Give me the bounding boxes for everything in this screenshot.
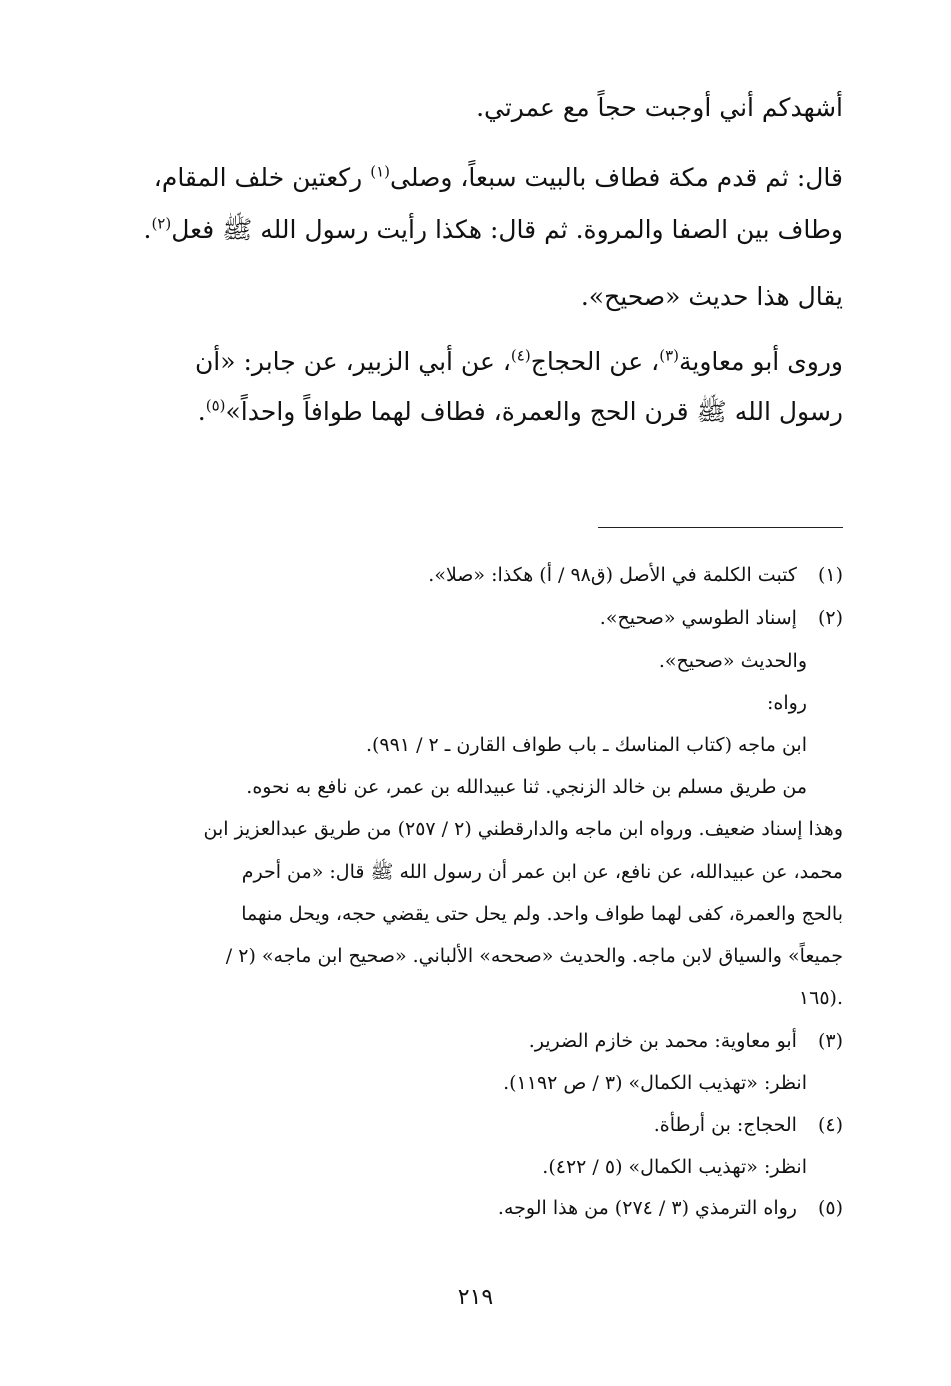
footnote-ref[interactable]: (٢) (151, 214, 172, 233)
body-text: . (143, 215, 152, 244)
body-line (103, 210, 843, 250)
footnote-number: (٤) (817, 1114, 843, 1136)
footnote-text: أبو معاوية: محمد بن خازم الضرير. (528, 1030, 797, 1052)
footnote-line (67, 1068, 843, 1098)
body-line (103, 392, 843, 432)
footnote-text: والحديث «صحيح». (658, 650, 807, 672)
footnote-text: إسناد الطوسي «صحيح». (599, 607, 797, 629)
body-line (103, 158, 843, 198)
body-text: ، عن أبي الزبير، عن جابر: «أن (194, 347, 511, 376)
footnote-ref[interactable]: (٥) (205, 396, 226, 415)
body-text: يقال هذا حديث «صحيح». (580, 282, 843, 311)
footnote-line (103, 941, 843, 971)
body-line (103, 342, 843, 382)
footnote-line (67, 646, 843, 676)
footnote-text: ١٦٥). (798, 987, 843, 1009)
footnote-text: بالحج والعمرة، كفى لهما طواف واحد. ولم يحل حتى يقضي حجه، ويحل منهما (241, 903, 843, 925)
footnote-text: جميعاً» والسياق لابن ماجه. والحديث «صححه» الألباني. «صحيح ابن ماجه» (٢ / (225, 945, 843, 967)
footnote-line (67, 1152, 843, 1182)
body-text: وطاف بين الصفا والمروة. ثم قال: هكذا رأيت رسول الله ﷺ فعل (171, 215, 843, 244)
footnote-1 (103, 560, 843, 590)
footnote-text: من طريق مسلم بن خالد الزنجي. ثنا عبيدالله بن عمر، عن نافع به نحوه. (246, 776, 807, 798)
footnote-number: (٣) (817, 1030, 843, 1052)
footnote-5 (103, 1193, 843, 1223)
footnote-line (103, 814, 843, 844)
body-text: . (197, 397, 206, 426)
footnote-text: رواه الترمذي (٣ / ٢٧٤) من هذا الوجه. (497, 1197, 797, 1219)
body-text: ركعتين خلف المقام، (153, 163, 371, 192)
body-text: قال: ثم قدم مكة فطاف بالبيت سبعاً، وصلى (389, 163, 843, 192)
footnote-ref[interactable]: (٤) (510, 346, 531, 365)
footnote-line (67, 772, 843, 802)
footnote-ref[interactable]: (١) (370, 162, 390, 181)
page-number: ٢١٩ (457, 1285, 494, 1310)
footnote-4 (103, 1110, 843, 1140)
footnote-line (67, 730, 843, 760)
body-line (103, 88, 843, 128)
footnote-ref[interactable]: (٣) (659, 346, 679, 365)
body-text: رسول الله ﷺ قرن الحج والعمرة، فطاف لهما طوافاً واحداً» (225, 397, 843, 426)
footnote-text: انظر: «تهذيب الكمال» (٣ / ص ١١٩٢). (503, 1072, 807, 1094)
footnote-separator (598, 527, 843, 528)
body-line (103, 277, 843, 317)
footnote-text: كتبت الكلمة في الأصل (ق٩٨ / أ) هكذا: «صلا». (428, 564, 797, 586)
footnote-text: وهذا إسناد ضعيف. ورواه ابن ماجه والدارقطني (٢ / ٢٥٧) من طريق عبدالعزيز ابن (203, 818, 843, 840)
footnote-2 (103, 603, 843, 633)
footnote-number: (٢) (817, 607, 843, 629)
footnote-number: (١) (817, 564, 843, 586)
footnote-line (103, 983, 843, 1013)
footnote-number: (٥) (817, 1197, 843, 1219)
footnote-text: ابن ماجه (كتاب المناسك ـ باب طواف القارن ـ ٢ / ٩٩١). (365, 734, 807, 756)
footnote-line (103, 857, 843, 887)
footnote-line (103, 899, 843, 929)
footnote-text: الحجاج: بن أرطأة. (653, 1114, 797, 1136)
body-text: وروى أبو معاوية (678, 347, 843, 376)
body-text: ، عن الحجاج (530, 347, 660, 376)
body-text: أشهدكم أني أوجبت حجاً مع عمرتي. (476, 93, 843, 122)
footnote-text: محمد، عن عبيدالله، عن نافع، عن ابن عمر أن رسول الله ﷺ قال: «من أحرم (241, 861, 843, 883)
footnote-text: رواه: (767, 692, 807, 714)
footnote-3 (103, 1026, 843, 1056)
footnote-text: انظر: «تهذيب الكمال» (٥ / ٤٢٢). (542, 1156, 807, 1178)
footnote-line (67, 688, 843, 718)
